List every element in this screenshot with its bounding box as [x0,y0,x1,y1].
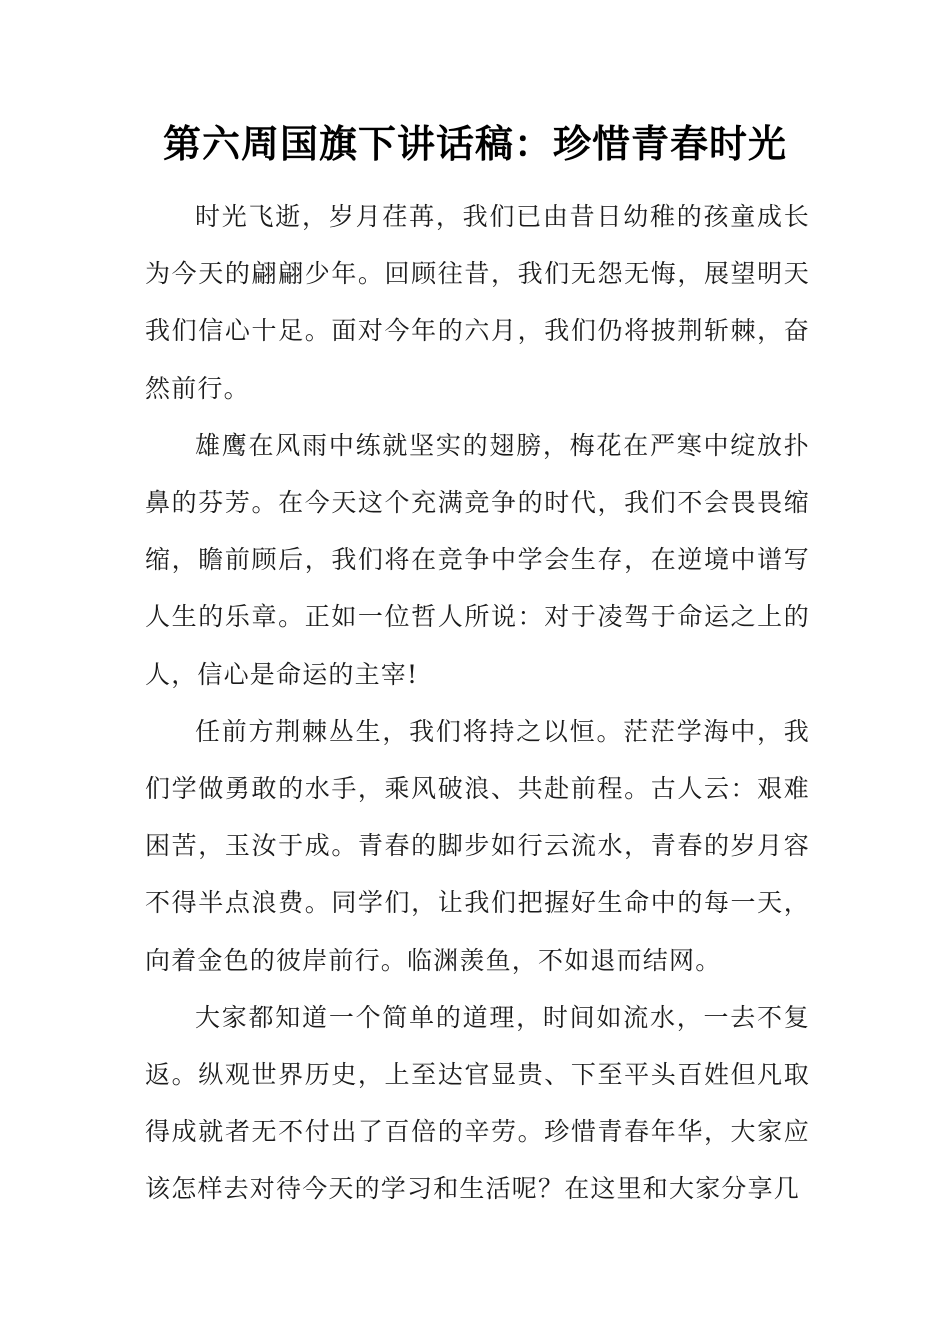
document-title: 第六周国旗下讲话稿：珍惜青春时光 [162,122,787,166]
document-body [145,188,810,1218]
paragraph-3: 任前方荆棘丛生，我们将持之以恒。茫茫学海中，我们学做勇敢的水手，乘风破浪、共赴前程。古人云：艰难困苦，玉汝于成。青春的脚步如行云流水，青春的岁月容不得半点浪费。同学们，让我们把握好生命中的每一天，向着金色的彼岸前行。临渊羡鱼，不如退而结网。 [145,716,810,975]
paragraph-2: 雄鹰在风雨中练就坚实的翅膀，梅花在严寒中绽放扑鼻的芬芳。在今天这个充满竞争的时代，我们不会畏畏缩缩，瞻前顾后，我们将在竞争中学会生存，在逆境中谱写人生的乐章。正如一位哲人所说：对于凌驾于命运之上的人，信心是命运的主宰! [145,430,810,689]
paragraph-4: 大家都知道一个简单的道理，时间如流水，一去不复返。纵观世界历史，上至达官显贵、下至平头百姓但凡取得成就者无不付出了百倍的辛劳。珍惜青春年华，大家应该怎样去对待今天的学习和生活呢？在这里和大家分享几 [145,1002,810,1204]
paragraph-1: 时光飞逝，岁月荏苒，我们已由昔日幼稚的孩童成长为今天的翩翩少年。回顾往昔，我们无怨无悔，展望明天我们信心十足。面对今年的六月，我们仍将披荆斩棘，奋然前行。 [145,202,810,403]
